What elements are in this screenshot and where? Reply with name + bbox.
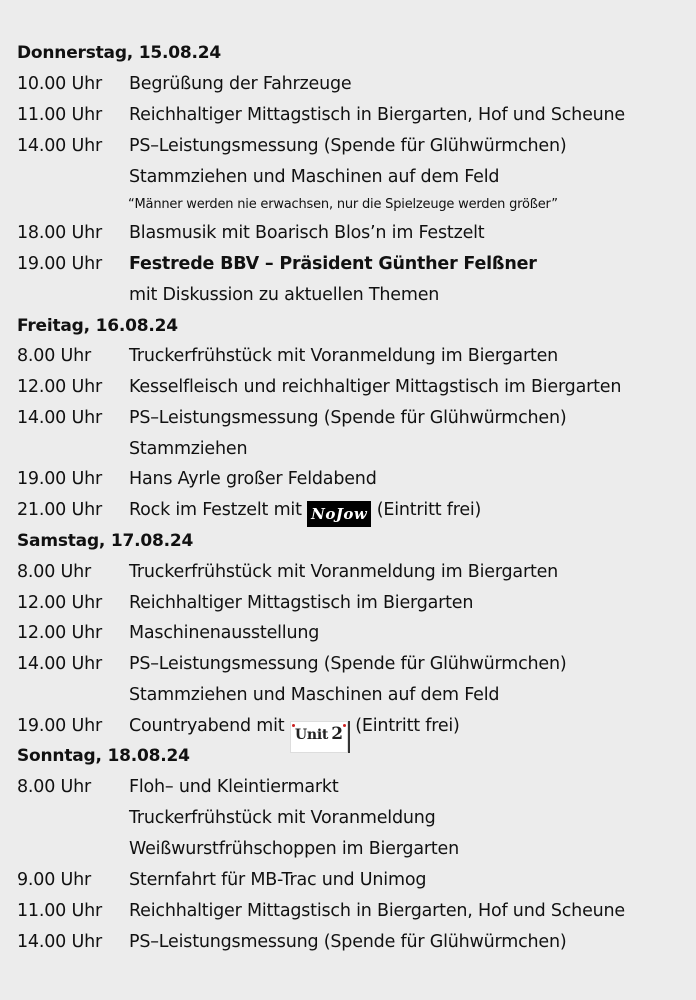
entry-description: Truckerfrühstück mit Voranmeldung [129,808,436,828]
entry-description: Stammziehen und Maschinen auf dem Feld [129,685,500,705]
entry-time: 9.00 Uhr [17,870,92,890]
entry-time: 11.00 Uhr [17,105,102,125]
entry-text: Countryabend mit [129,716,290,736]
entry-time: 8.00 Uhr [17,777,92,797]
entry-text: Rock im Festzelt mit [129,500,308,520]
entry-description: PS–Leistungsmessung (Spende für Glühwürmchen) [129,654,567,674]
entry-text: (Eintritt frei) [376,500,482,520]
band-logo-unit2 [290,721,350,753]
entry-time: 10.00 Uhr [17,74,102,94]
day-heading-saturday: Samstag, 17.08.24 [17,531,194,551]
day-heading-friday: Freitag, 16.08.24 [17,316,178,336]
entry-description: mit Diskussion zu aktuellen Themen [129,285,440,305]
entry-time: 8.00 Uhr [17,562,92,582]
entry-description: Sternfahrt für MB-Trac und Unimog [129,870,427,890]
entry-time: 12.00 Uhr [17,593,102,613]
day-heading-sunday: Sonntag, 18.08.24 [17,746,190,766]
entry-description: Stammziehen und Maschinen auf dem Feld [129,167,500,187]
entry-time: 8.00 Uhr [17,346,92,366]
entry-description: Stammziehen [129,439,248,459]
entry-time: 21.00 Uhr [17,500,102,520]
entry-description: Festrede BBV – Präsident Günther Felßner [129,254,537,274]
entry-description: Reichhaltiger Mittagstisch in Biergarten, Hof und Scheune [129,901,625,921]
entry-description: PS–Leistungsmessung (Spende für Glühwürmchen) [129,136,567,156]
logo-text: 2 [331,724,343,744]
entry-time: 14.00 Uhr [17,136,102,156]
entry-time: 14.00 Uhr [17,408,102,428]
entry-text: (Eintritt frei) [355,716,460,736]
entry-description: Hans Ayrle großer Feldabend [129,469,377,489]
entry-description: PS–Leistungsmessung (Spende für Glühwürmchen) [129,408,567,428]
entry-time: 19.00 Uhr [17,469,102,489]
entry-description: Reichhaltiger Mittagstisch in Biergarten, Hof und Scheune [129,105,625,125]
day-heading-thursday: Donnerstag, 15.08.24 [17,43,222,63]
entry-time: 14.00 Uhr [17,654,102,674]
entry-description: Weißwurstfrühschoppen im Biergarten [129,839,459,859]
entry-time: 12.00 Uhr [17,377,102,397]
entry-time: 19.00 Uhr [17,716,102,736]
entry-time: 18.00 Uhr [17,223,102,243]
entry-description: Floh– und Kleintiermarkt [129,777,339,797]
entry-description: Maschinenausstellung [129,623,320,643]
band-logo-nojow: NoJow [307,501,371,527]
logo-dot-icon [343,724,346,727]
entry-description: Reichhaltiger Mittagstisch im Biergarten [129,593,474,613]
entry-description [129,499,481,527]
entry-time: 19.00 Uhr [17,254,102,274]
entry-time: 14.00 Uhr [17,932,102,952]
entry-description: Kesselfleisch und reichhaltiger Mittagstisch im Biergarten [129,377,622,397]
entry-description: Begrüßung der Fahrzeuge [129,74,352,94]
quote-text: “Männer werden nie erwachsen, nur die Spielzeuge werden größer” [128,197,558,212]
logo-dot-icon [292,724,295,727]
entry-time: 11.00 Uhr [17,901,102,921]
entry-description: Blasmusik mit Boarisch Blos’n im Festzelt [129,223,485,243]
entry-description: Truckerfrühstück mit Voranmeldung im Biergarten [129,346,559,366]
logo-text: Unit [294,727,329,743]
entry-description: Truckerfrühstück mit Voranmeldung im Biergarten [129,562,559,582]
entry-time: 12.00 Uhr [17,623,102,643]
entry-description: PS–Leistungsmessung (Spende für Glühwürmchen) [129,932,567,952]
